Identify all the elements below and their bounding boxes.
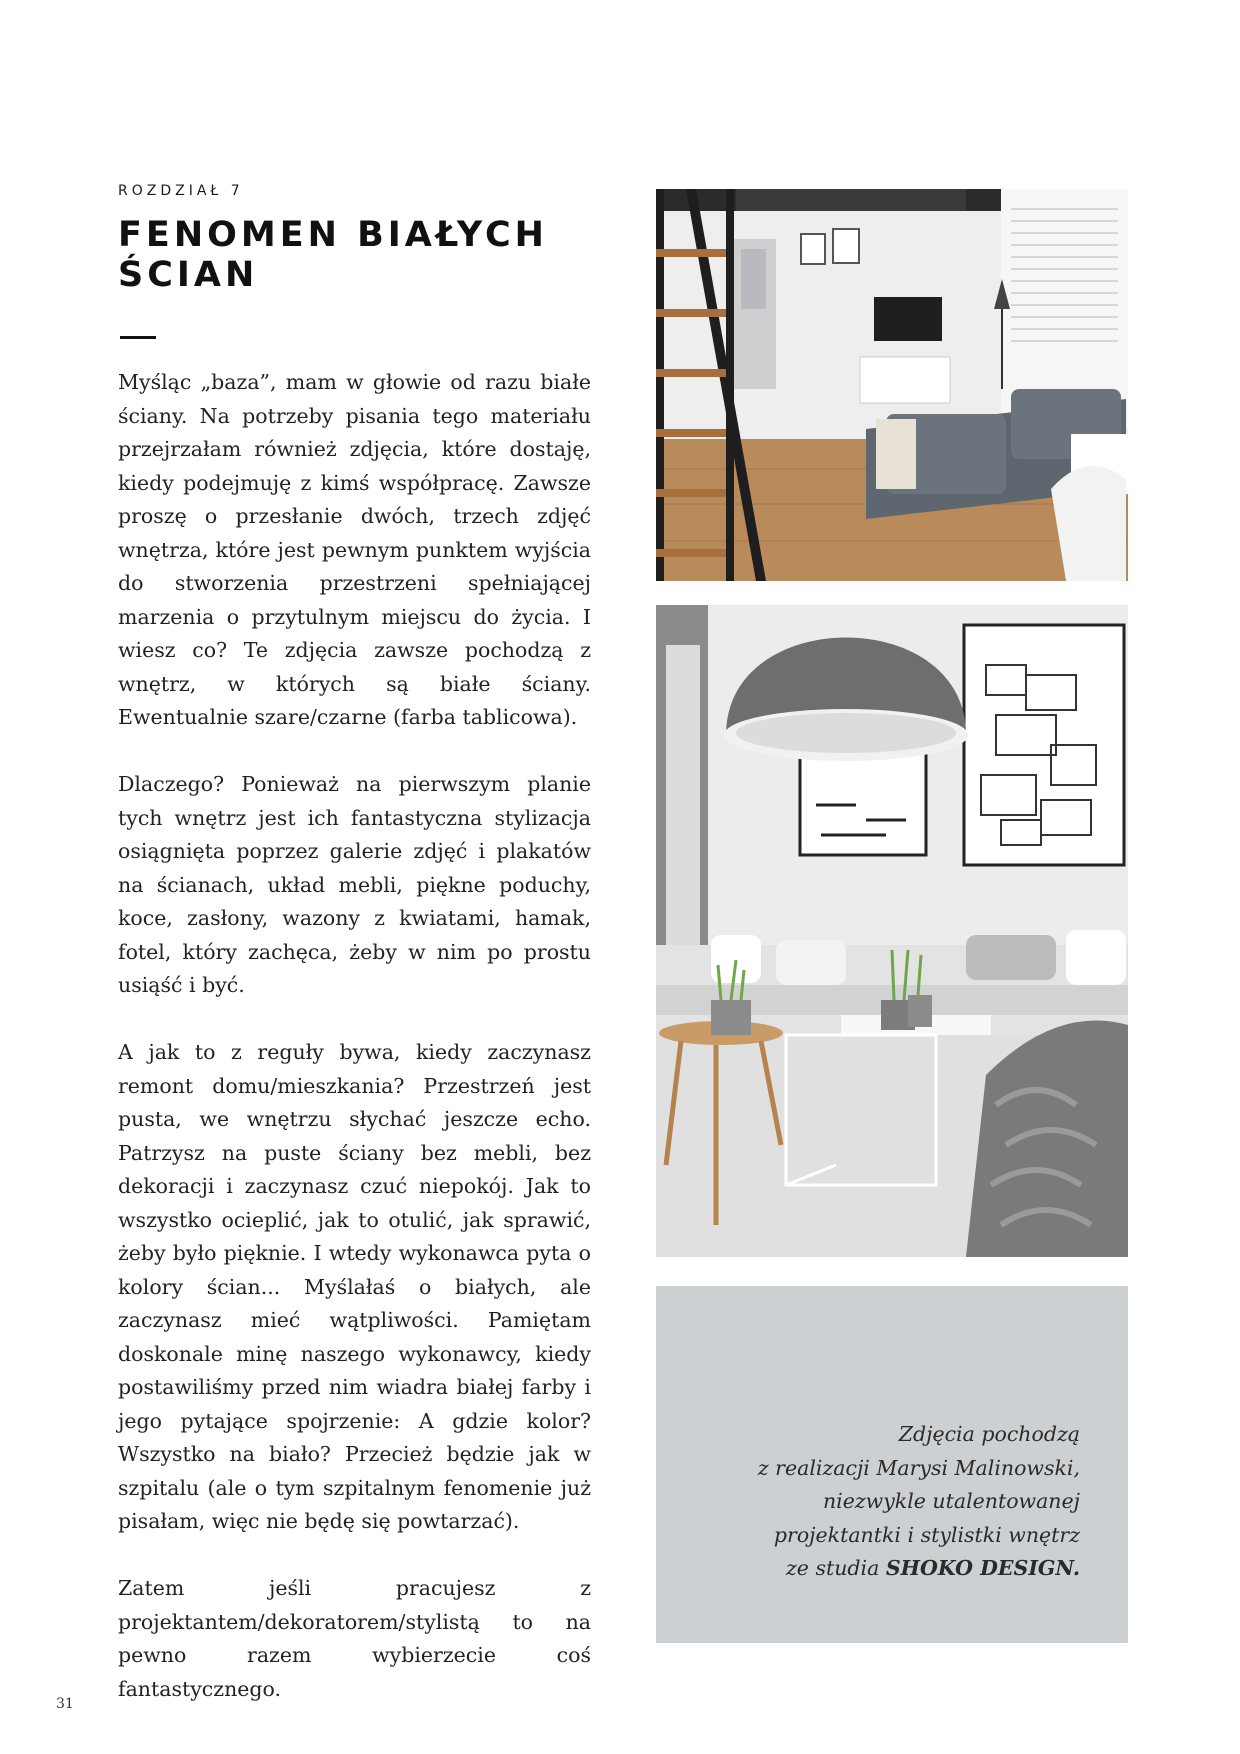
- title-rule: [120, 336, 156, 339]
- lamp-interior-photo: [656, 605, 1128, 1257]
- title-line: FENOMEN BIAŁYCH: [118, 215, 548, 255]
- paragraph: Dlaczego? Ponieważ na pierwszym planie tych wnętrz jest ich fantastyczna stylizacja osiągnięta poprzez galerie zdjęć i plakatów na ścianach, układ mebli, piękne poduchy, koce, zasłony, wazony z kwiatami, hamak, fotel, który zachęca, żeby w nim po prostu usiąść i być.: [118, 772, 591, 997]
- paragraph: A jak to z reguły bywa, kiedy zaczynasz remont domu/mieszkania? Przestrzeń jest pusta, we wnętrzu słychać jeszcze echo. Patrzysz na puste ściany bez mebli, bez dekoracji i zaczynasz czuć niepokój. Jak to wszystko ocieplić, jak to otulić, jak sprawić, żeby było pięknie. I wtedy wykonawca pyta o kolory ścian... Myślałaś o białych, ale zaczynasz mieć wątpliwości. Pamiętam doskonale minę naszego wykonawcy, kiedy postawiliśmy przed nim wiadra białej farby i jego pytające spojrzenie: A gdzie kolor? Wszystko na biało? Przecież będzie jak w szpitalu (ale o tym szpitalnym fenomenie już pisałam, więc nie będę się powtarzać).: [118, 1040, 591, 1533]
- article-body: [118, 366, 591, 1740]
- page-number: 31: [56, 1696, 74, 1712]
- living-room-photo: [656, 189, 1128, 581]
- title-line: ŚCIAN: [118, 255, 259, 295]
- credit-line: [758, 1552, 1080, 1586]
- paragraph: Myśląc „baza”, mam w głowie od razu białe ściany. Na potrzeby pisania tego materiału przejrzałam również zdjęcia, które dostaję, kiedy podejmuję z kimś współpracę. Zawsze proszę o przesłanie dwóch, trzech zdjęć wnętrza, które jest pewnym punktem wyjścia do stworzenia przestrzeni spełniającej marzenia o przytulnym miejscu do życia. I wiesz co? Te zdjęcia zawsze pochodzą z wnętrz, w których są białe ściany. Ewentualnie szare/czarne (farba tablicowa).: [118, 370, 591, 729]
- studio-name: SHOKO DESIGN.: [885, 1556, 1080, 1580]
- credit-prefix: ze studia: [786, 1556, 886, 1580]
- chapter-title: [118, 215, 548, 295]
- credit-line: projektantki i stylistki wnętrz: [773, 1522, 1080, 1547]
- credit-line: z realizacji Marysi Malinowski,: [757, 1455, 1080, 1480]
- credit-line: Zdjęcia pochodzą: [898, 1422, 1080, 1446]
- chapter-label: ROZDZIAŁ 7: [118, 183, 244, 199]
- photo-credit-box: [656, 1286, 1128, 1643]
- paragraph: Zatem jeśli pracujesz z projektantem/dekoratorem/stylistą to na pewno razem wybierzecie coś fantastycznego.: [118, 1576, 591, 1701]
- photo-credit-text: [758, 1418, 1080, 1586]
- credit-line: niezwykle utalentowanej: [822, 1489, 1080, 1513]
